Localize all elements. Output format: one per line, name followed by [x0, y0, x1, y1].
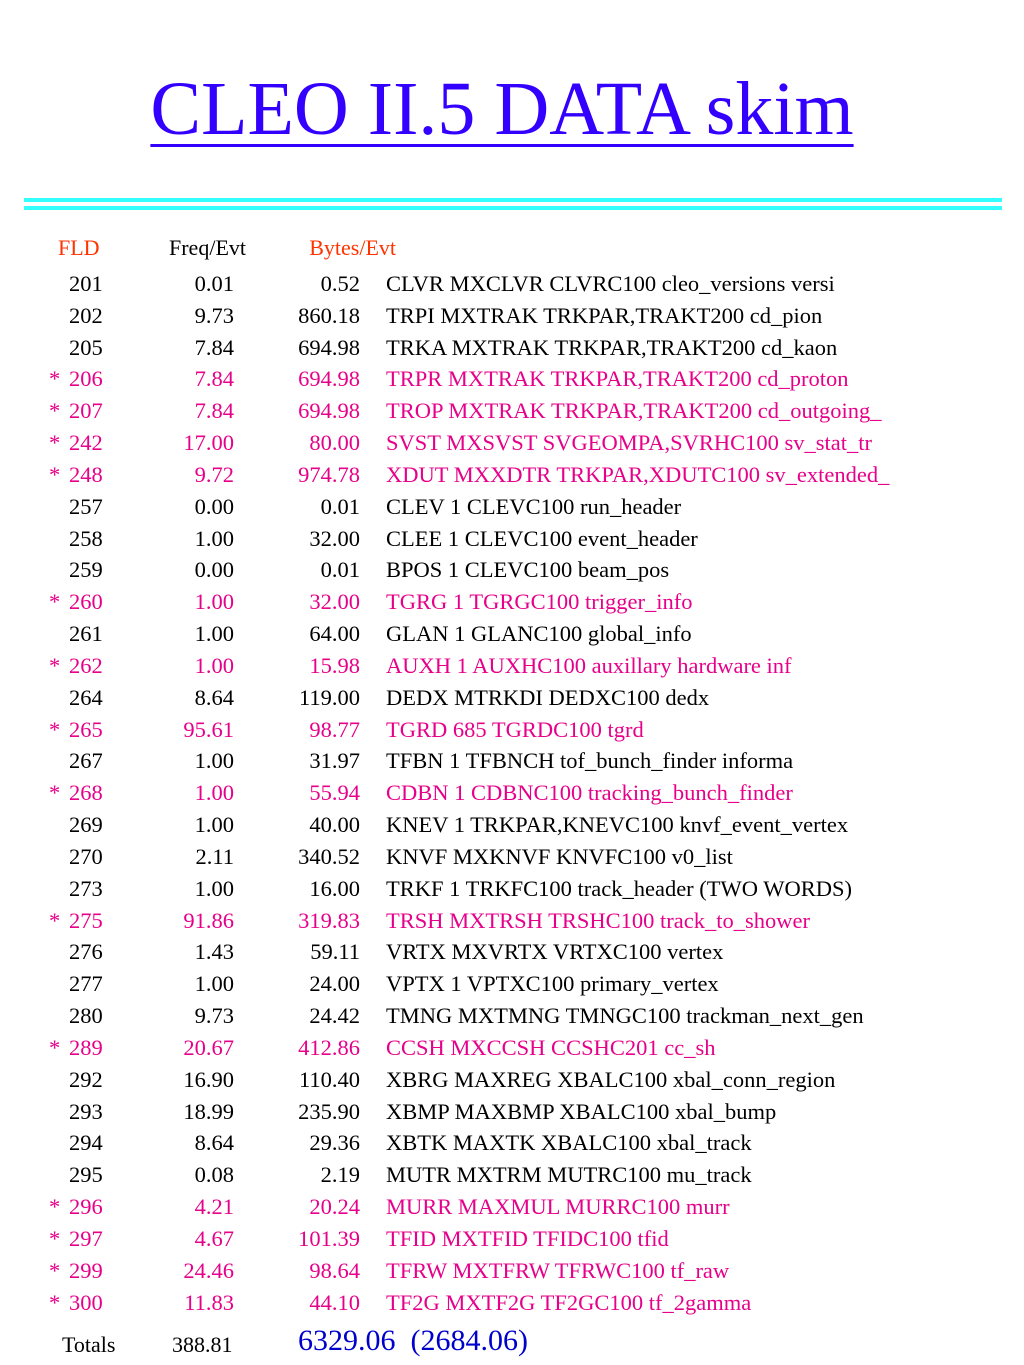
row-freq: 7.84: [194, 334, 234, 360]
table-row: [0, 841, 1024, 873]
row-marker: *: [49, 1194, 61, 1220]
row-bytes: 319.83: [298, 907, 360, 933]
row-bytes: 64.00: [309, 621, 360, 647]
row-fld: 275: [69, 907, 103, 933]
row-fld: 265: [69, 716, 103, 742]
row-fld: 262: [69, 652, 103, 678]
row-description: TMNG MXTMNG TMNGC100 trackman_next_gen: [386, 1003, 864, 1029]
row-description: VRTX MXVRTX VRTXC100 vertex: [386, 939, 724, 965]
row-bytes: 0.01: [320, 493, 360, 519]
row-fld: 242: [69, 430, 103, 456]
row-freq: 1.00: [194, 971, 234, 997]
row-freq: 8.64: [194, 1130, 234, 1156]
table-row: [0, 332, 1024, 364]
row-fld: 295: [69, 1162, 103, 1188]
row-freq: 1.00: [194, 748, 234, 774]
row-description: MURR MAXMUL MURRC100 murr: [386, 1194, 730, 1220]
table-row: [0, 523, 1024, 555]
row-freq: 11.83: [184, 1289, 234, 1315]
row-fld: 267: [69, 748, 103, 774]
row-marker: *: [49, 430, 61, 456]
table-row: [0, 682, 1024, 714]
row-marker: *: [49, 398, 61, 424]
row-fld: 289: [69, 1034, 103, 1060]
row-fld: 207: [69, 398, 103, 424]
table-row: [0, 714, 1024, 746]
row-description: TGRD 685 TGRDC100 tgrd: [386, 716, 644, 742]
table-row: [0, 586, 1024, 618]
row-fld: 297: [69, 1225, 103, 1251]
row-freq: 4.67: [194, 1225, 234, 1251]
row-bytes: 119.00: [298, 684, 360, 710]
row-bytes: 98.64: [309, 1257, 360, 1283]
row-freq: 1.00: [194, 525, 234, 551]
row-description: CDBN 1 CDBNC100 tracking_bunch_finder: [386, 780, 793, 806]
row-fld: 280: [69, 1003, 103, 1029]
row-bytes: 32.00: [309, 525, 360, 551]
row-freq: 16.90: [183, 1066, 234, 1092]
row-fld: 292: [69, 1066, 103, 1092]
row-description: TGRG 1 TGRGC100 trigger_info: [386, 589, 693, 615]
table-row: [0, 459, 1024, 491]
table-row: [0, 809, 1024, 841]
row-description: SVST MXSVST SVGEOMPA,SVRHC100 sv_stat_tr: [386, 430, 872, 456]
totals-label: Totals: [62, 1332, 116, 1357]
row-freq: 9.73: [194, 1003, 234, 1029]
row-fld: 299: [69, 1257, 103, 1283]
row-bytes: 860.18: [298, 302, 360, 328]
table-row: [0, 268, 1024, 300]
row-freq: 95.61: [183, 716, 234, 742]
row-description: TFID MXTFID TFIDC100 tfid: [386, 1225, 669, 1251]
row-fld: 294: [69, 1130, 103, 1156]
skim-table: [0, 268, 1024, 1318]
row-description: AUXH 1 AUXHC100 auxillary hardware inf: [386, 652, 792, 678]
row-freq: 8.64: [194, 684, 234, 710]
row-freq: 7.84: [194, 366, 234, 392]
row-fld: 276: [69, 939, 103, 965]
row-description: TRPR MXTRAK TRKPAR,TRAKT200 cd_proton: [386, 366, 849, 392]
row-fld: 264: [69, 684, 103, 710]
table-row: [0, 1191, 1024, 1223]
table-row: [0, 1223, 1024, 1255]
totals-bytes: 6329.06 (2684.06): [298, 1324, 528, 1357]
table-row: [0, 1127, 1024, 1159]
row-fld: 259: [69, 557, 103, 583]
row-bytes: 0.52: [320, 271, 360, 296]
row-freq: 18.99: [183, 1098, 234, 1124]
row-marker: *: [49, 366, 61, 392]
row-bytes: 20.24: [309, 1194, 360, 1220]
row-freq: 20.67: [183, 1034, 234, 1060]
row-fld: 205: [69, 334, 103, 360]
row-description: DEDX MTRKDI DEDXC100 dedx: [386, 684, 710, 710]
row-bytes: 29.36: [309, 1130, 360, 1156]
table-row: [0, 745, 1024, 777]
row-description: TRSH MXTRSH TRSHC100 track_to_shower: [386, 907, 810, 933]
table-row: [0, 650, 1024, 682]
row-bytes: 974.78: [298, 461, 360, 487]
row-description: XBTK MAXTK XBALC100 xbal_track: [386, 1130, 752, 1156]
row-fld: 258: [69, 525, 103, 551]
row-bytes: 694.98: [298, 398, 360, 424]
row-description: CLVR MXCLVR CLVRC100 cleo_versions versi: [386, 271, 835, 296]
row-bytes: 694.98: [298, 334, 360, 360]
row-marker: *: [49, 716, 61, 742]
row-freq: 24.46: [183, 1257, 234, 1283]
row-freq: 0.00: [194, 493, 234, 519]
row-bytes: 340.52: [298, 843, 360, 869]
row-description: MUTR MXTRM MUTRC100 mu_track: [386, 1162, 752, 1188]
row-freq: 1.00: [194, 780, 234, 806]
column-header-freq: Freq/Evt: [169, 235, 246, 260]
row-marker: *: [49, 1225, 61, 1251]
table-row: [0, 905, 1024, 937]
row-fld: 248: [69, 461, 103, 487]
table-row: [0, 554, 1024, 586]
row-description: CLEV 1 CLEVC100 run_header: [386, 493, 682, 519]
row-description: TRKA MXTRAK TRKPAR,TRAKT200 cd_kaon: [386, 334, 838, 360]
row-freq: 9.73: [194, 302, 234, 328]
row-bytes: 40.00: [309, 812, 360, 838]
row-bytes: 59.11: [310, 939, 360, 965]
row-fld: 296: [69, 1194, 103, 1220]
row-bytes: 412.86: [298, 1034, 360, 1060]
row-fld: 201: [69, 271, 103, 296]
row-bytes: 694.98: [298, 366, 360, 392]
table-row: [0, 491, 1024, 523]
row-freq: 1.00: [194, 812, 234, 838]
row-marker: *: [49, 652, 61, 678]
row-description: TFRW MXTFRW TFRWC100 tf_raw: [386, 1257, 730, 1283]
row-freq: 1.00: [194, 652, 234, 678]
row-description: KNVF MXKNVF KNVFC100 v0_list: [386, 843, 733, 869]
row-freq: 7.84: [194, 398, 234, 424]
row-fld: 260: [69, 589, 103, 615]
row-fld: 269: [69, 812, 103, 838]
row-bytes: 31.97: [309, 748, 360, 774]
row-marker: *: [49, 461, 61, 487]
table-row: [0, 968, 1024, 1000]
row-freq: 9.72: [194, 461, 234, 487]
row-freq: 0.08: [194, 1162, 234, 1188]
table-row: [0, 618, 1024, 650]
row-fld: 206: [69, 366, 103, 392]
row-description: XDUT MXXDTR TRKPAR,XDUTC100 sv_extended_: [386, 461, 890, 487]
title-divider-bottom: [24, 206, 1002, 210]
row-bytes: 98.77: [309, 716, 360, 742]
row-bytes: 55.94: [309, 780, 360, 806]
row-description: TROP MXTRAK TRKPAR,TRAKT200 cd_outgoing_: [386, 398, 882, 424]
column-header-bytes: Bytes/Evt: [309, 235, 396, 260]
row-freq: 1.00: [194, 589, 234, 615]
table-row: [0, 777, 1024, 809]
row-freq: 1.00: [194, 875, 234, 901]
row-marker: *: [49, 780, 61, 806]
row-freq: 2.11: [195, 843, 234, 869]
table-row: [0, 395, 1024, 427]
row-fld: 261: [69, 621, 103, 647]
row-description: XBRG MAXREG XBALC100 xbal_conn_region: [386, 1066, 836, 1092]
row-fld: 293: [69, 1098, 103, 1124]
row-freq: 0.00: [194, 557, 234, 583]
row-bytes: 44.10: [309, 1289, 360, 1315]
table-row: [0, 300, 1024, 332]
table-row: [0, 1255, 1024, 1287]
row-marker: *: [49, 1289, 61, 1315]
table-row: [0, 1287, 1024, 1319]
row-fld: 257: [69, 493, 103, 519]
row-description: VPTX 1 VPTXC100 primary_vertex: [386, 971, 719, 997]
row-bytes: 24.42: [309, 1003, 360, 1029]
row-description: TRPI MXTRAK TRKPAR,TRAKT200 cd_pion: [386, 302, 823, 328]
row-description: TFBN 1 TFBNCH tof_bunch_finder informa: [386, 748, 794, 774]
row-description: TF2G MXTF2G TF2GC100 tf_2gamma: [386, 1289, 752, 1315]
row-fld: 202: [69, 302, 103, 328]
totals-freq: 388.81: [172, 1332, 233, 1357]
row-freq: 17.00: [183, 430, 234, 456]
row-fld: 300: [69, 1289, 103, 1315]
row-description: CLEE 1 CLEVC100 event_header: [386, 525, 698, 551]
table-row: [0, 873, 1024, 905]
row-fld: 270: [69, 843, 103, 869]
row-fld: 268: [69, 780, 103, 806]
table-row: [0, 1064, 1024, 1096]
row-bytes: 24.00: [309, 971, 360, 997]
row-bytes: 101.39: [298, 1225, 360, 1251]
row-freq: 1.00: [194, 621, 234, 647]
row-bytes: 0.01: [320, 557, 360, 583]
row-marker: *: [49, 1257, 61, 1283]
row-fld: 273: [69, 875, 103, 901]
row-marker: *: [49, 589, 61, 615]
row-fld: 277: [69, 971, 103, 997]
row-bytes: 15.98: [309, 652, 360, 678]
row-freq: 4.21: [194, 1194, 234, 1220]
row-bytes: 80.00: [309, 430, 360, 456]
row-bytes: 110.40: [298, 1066, 360, 1092]
table-row: [0, 427, 1024, 459]
table-row: [0, 936, 1024, 968]
table-row: [0, 1032, 1024, 1064]
table-row: [0, 363, 1024, 395]
row-bytes: 16.00: [309, 875, 360, 901]
row-freq: 0.01: [194, 271, 234, 296]
row-description: GLAN 1 GLANC100 global_info: [386, 621, 692, 647]
column-header-fld: FLD: [58, 235, 100, 260]
row-description: XBMP MAXBMP XBALC100 xbal_bump: [386, 1098, 777, 1124]
row-description: KNEV 1 TRKPAR,KNEVC100 knvf_event_vertex: [386, 812, 849, 838]
row-description: CCSH MXCCSH CCSHC201 cc_sh: [386, 1034, 716, 1060]
row-bytes: 32.00: [309, 589, 360, 615]
page-title: CLEO II.5 DATA skim: [150, 67, 854, 151]
title-divider-top: [24, 198, 1002, 202]
row-description: BPOS 1 CLEVC100 beam_pos: [386, 557, 670, 583]
row-description: TRKF 1 TRKFC100 track_header (TWO WORDS): [386, 875, 852, 901]
row-freq: 91.86: [183, 907, 234, 933]
row-bytes: 235.90: [298, 1098, 360, 1124]
table-row: [0, 1000, 1024, 1032]
row-bytes: 2.19: [320, 1162, 360, 1188]
table-row: [0, 1096, 1024, 1128]
table-row: [0, 1159, 1024, 1191]
row-freq: 1.43: [194, 939, 234, 965]
row-marker: *: [49, 1034, 61, 1060]
row-marker: *: [49, 907, 61, 933]
